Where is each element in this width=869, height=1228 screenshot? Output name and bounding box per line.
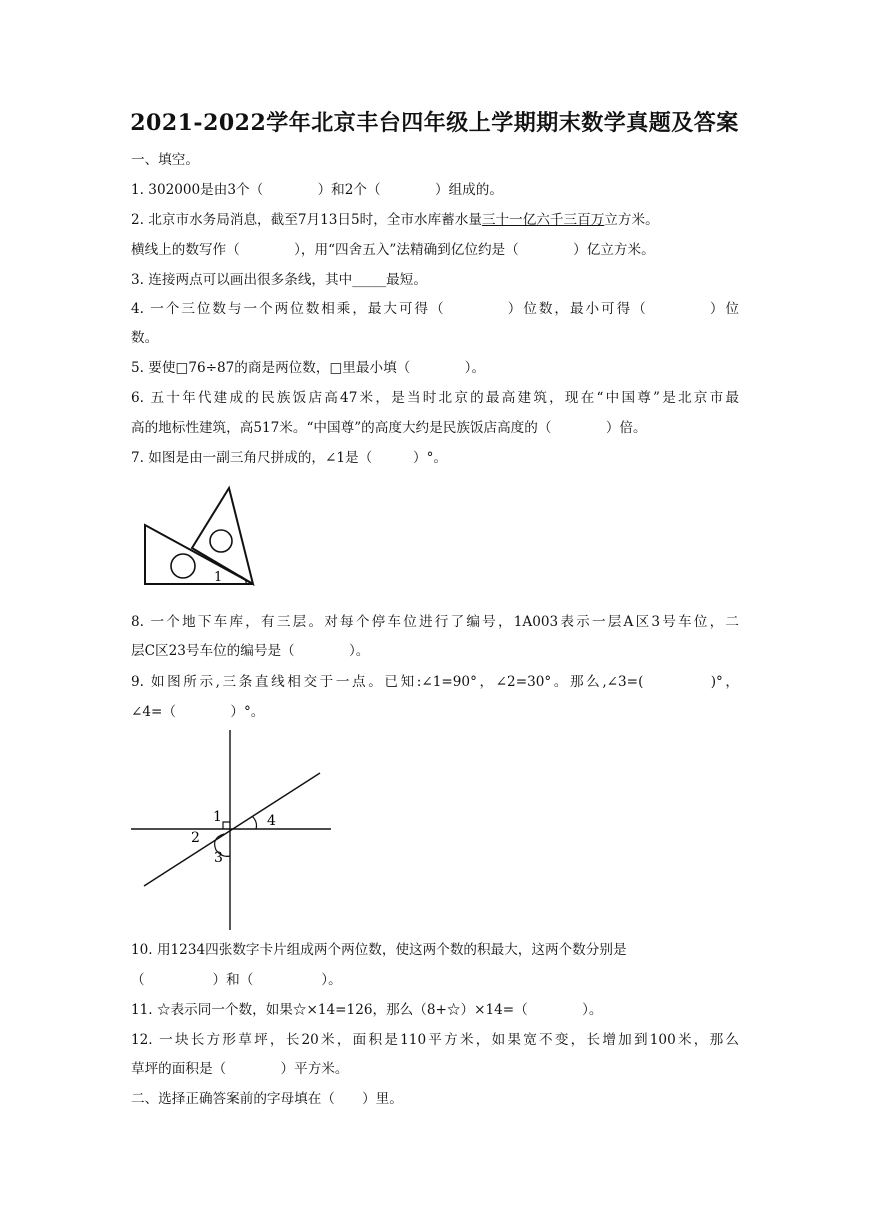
section-heading-fill-in: 一、填空。 — [131, 152, 199, 168]
question-2-text-b: 立方米。 — [604, 212, 659, 228]
question-9-line-1: 9. 如图所示,三条直线相交于一点。已知:∠1=90°，∠2=30°。那么,∠3=( )°， — [131, 674, 739, 690]
question-9-line-2: ∠4=（ ）°。 — [131, 704, 265, 720]
angle-label-4: 4 — [267, 813, 276, 829]
question-2-text-a: 2. 北京市水务局消息，截至7月13日5时，全市水库蓄水量 — [131, 212, 482, 228]
angle-label-2: 2 — [191, 830, 200, 846]
figure-set-squares — [140, 483, 265, 589]
question-12-line-2: 草坪的面积是（ ）平方米。 — [131, 1061, 349, 1077]
question-4-line-1: 4. 一个三位数与一个两位数相乘，最大可得（ ）位数，最小可得（ ）位 — [131, 301, 739, 317]
question-3: 3. 连接两点可以画出很多条线，其中_____最短。 — [131, 272, 427, 288]
section-heading-multiple-choice: 二、选择正确答案前的字母填在（ ）里。 — [131, 1091, 403, 1107]
question-8-line-1: 8. 一个地下车库，有三层。对每个停车位进行了编号，1A003表示一层A区3号车位，二 — [131, 614, 739, 630]
question-10-line-2: （ ）和（ ）。 — [131, 972, 342, 988]
question-8-line-2: 层C区23号车位的编号是（ ）。 — [131, 643, 370, 659]
question-2-line-1 — [131, 210, 739, 230]
question-1: 1. 302000是由3个（ ）和2个（ ）组成的。 — [131, 182, 503, 198]
question-10-line-1: 10. 用1234四张数字卡片组成两个两位数，使这两个数的积最大，这两个数分别是 — [131, 942, 627, 958]
question-4-line-2: 数。 — [131, 330, 159, 346]
circle-right — [210, 530, 232, 552]
question-12-line-1: 12. 一块长方形草坪，长20米，面积是110平方米，如果宽不变，长增加到100米，那么 — [131, 1032, 739, 1048]
page-title: 2021-2022学年北京丰台四年级上学期期末数学真题及答案 — [130, 110, 739, 136]
question-11: 11. ☆表示同一个数，如果☆×14=126，那么（8+☆）×14=（ ）。 — [131, 1002, 603, 1018]
figure-intersecting-lines — [128, 728, 334, 934]
question-2-underlined-number: 三十一亿六千三百万 — [481, 212, 605, 228]
triangle-right — [192, 488, 253, 584]
angle-label-3: 3 — [214, 850, 223, 866]
question-5: 5. 要使□76÷87的商是两位数，□里最小填（ ）。 — [131, 360, 486, 376]
circle-left — [171, 554, 195, 578]
angle-label-1: 1 — [213, 809, 222, 825]
angle-label-1: 1 — [214, 570, 223, 585]
question-6-line-2: 高的地标性建筑，高517米。“中国尊”的高度大约是民族饭店高度的（ ）倍。 — [131, 420, 647, 436]
question-6-line-1: 6. 五十年代建成的民族饭店高47米，是当时北京的最高建筑，现在“中国尊”是北京市最 — [131, 390, 739, 406]
question-7: 7. 如图是由一副三角尺拼成的，∠1是（ ）°。 — [131, 450, 448, 466]
right-angle-mark — [223, 822, 230, 829]
question-2-line-2: 横线上的数写作（ ），用“四舍五入”法精确到亿位约是（ ）亿立方米。 — [131, 242, 655, 258]
angle-arc-4 — [252, 816, 257, 829]
